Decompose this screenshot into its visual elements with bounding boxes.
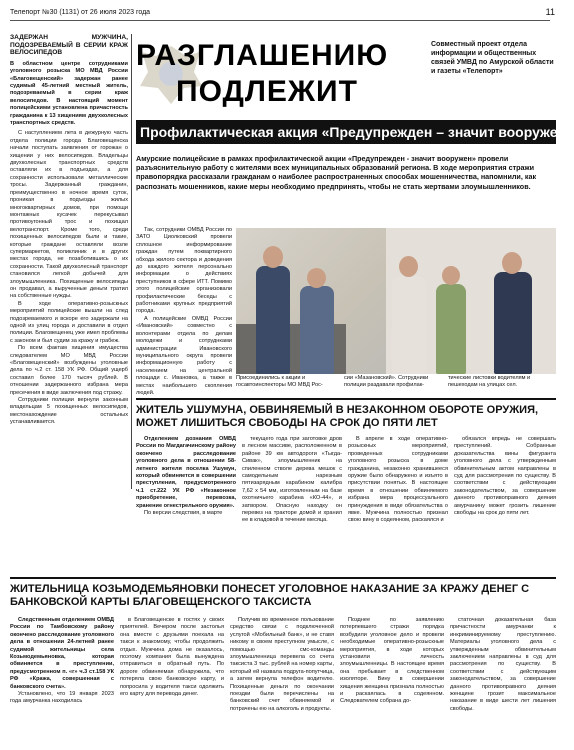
left-article-paragraph: Сотрудники полиции вернули законным владельцам 5 похищенных велосипедов, местонахождение остальных устанавливается. bbox=[10, 397, 128, 426]
article-title: ЖИТЕЛЬ УШУМУНА, ОБВИНЯЕМЫЙ В НЕЗАКОННОМ ОБОРОТЕ ОРУЖИЯ, МОЖЕТ ЛИШИТЬСЯ СВОБОДЫ НА СРОК ДО ПЯТИ ЛЕТ bbox=[136, 404, 539, 429]
article-column bbox=[348, 436, 448, 556]
column-divider bbox=[131, 34, 132, 489]
article-column bbox=[136, 436, 236, 556]
article-column bbox=[454, 436, 556, 556]
issue-info: Телепорт №30 (1131) от 26 июля 2023 года bbox=[10, 9, 151, 16]
article-paragraph: текущего года при заготовке дров в лесном массиве, расположенном в районе 39 км автодороги «Тыгда-Сивак», злоумышленник на спиленном стволе дерева мешок с самодельным нарезным пятизарядным карабином калибра 7,62 х 54 мм, изготовленным на базе охотничьего карабина «КО-44», и затвором. Опасную находку он перевез на тракторе домой и хранил ее в кладовой в течение месяца. bbox=[242, 436, 342, 524]
left-article-paragraph: С наступлением лета в дежурную часть отдела полиции города Благовещенска начали поступать заявления от горожан о хищении у них велосипедов. Владельцы двухколесных транспортных средств оставляли их в подъездах, а для сохранности использовали металлические тросы. Задержанный гражданин, преимущественно в ночное время суток, проникая в подъезды жилых многоквартирных домов, при помощи монтажных кусачек перекусывал противоугонный трос и похищал велотранспорт. Кроме того, среди похищенных велосипедов были и такие, которые граждане оставляли возле супермаркетов, поликлиник и в других местах города, не позаботившись о их сохранности. Такой двухколесный транспорт становился легкой добычей для злоумышленника. Похищенные велосипеды он продавал, а вырученные деньги тратил на собственные нужды. bbox=[10, 130, 128, 300]
photo-person-officer bbox=[494, 272, 532, 374]
headline-banner: Профилактическая акция «Предупрежден – значит вооружен» bbox=[136, 120, 556, 144]
photo-caption-part: Присоединились к акции и госавтоинспекторы МО МВД Рос- bbox=[236, 375, 323, 388]
page-header bbox=[10, 7, 555, 21]
article-title: ЖИТЕЛЬНИЦА КОЗЬМОДЕМЬЯНОВКИ ПОНЕСЕТ УГОЛОВНОЕ НАКАЗАНИЕ ЗА КРАЖУ ДЕНЕГ С БАНКОВСКОЙ КАРТЫ БЛАГОВЕЩЕНСКОГО ТАКСИСТА bbox=[10, 583, 530, 608]
article-column bbox=[10, 617, 114, 750]
photo-person-seated bbox=[300, 286, 334, 374]
left-article-lead: В областном центре сотрудниками уголовного розыска МО МВД России «Благовещенский» задержан ранее судимый 45-летний местный житель, подозреваемый в серии краж велосипедов. В настоящий момент полицейскими установлена причастность гражданина к 13 хищениям двухколесных транспортных средств. bbox=[10, 60, 128, 127]
article-column bbox=[230, 617, 334, 750]
campaign-photo bbox=[236, 228, 556, 374]
article-paragraph: Позднее по заявлению потерпевшего стражи порядка возбудили уголовное дело и провели необходимые оперативно-розыскные мероприятия, в ходе которых установили личность злоумышленницы. В настоящее время она пребывает в следственном изоляторе. Вину в совершении хищения женщина признала полностью и раскаялась в содеянном. Следователем собрана до- bbox=[340, 617, 444, 705]
photo-person-head bbox=[263, 246, 283, 268]
left-article-title: ЗАДЕРЖАН МУЖЧИНА, ПОДОЗРЕВАЕМЫЙ В СЕРИИ КРАЖ ВЕЛОСИПЕДОВ bbox=[10, 34, 128, 57]
page-number: 11 bbox=[545, 7, 555, 17]
left-article-paragraph: По всем фактам хищения имущества следователем МО МВД России «Благовещенский» возбуждены уголовные дела по ч.2 ст. 158 УК РФ. Общий ущерб составил более 170 тысяч рублей. В отношении задержанного избрана мера пресечения в виде заключения под стражу. bbox=[10, 345, 128, 396]
photo-caption-part: тические листовки водителям и пешеходам на улицах сел. bbox=[448, 375, 531, 388]
photo-person-officer bbox=[256, 266, 290, 374]
article-paragraph: статочная доказательная база причастности амурчанки к инкриминируемому преступлению. Материалы уголовного дела с утвержденным обвинительным заключением направлены в суд для рассмотрения по существу. В соответствии с действующим законодательством, за совершение данного противоправного деяния женщине грозит максимальное наказание в виде шести лет лишения свободы. bbox=[450, 617, 556, 712]
photo-person-head bbox=[502, 252, 522, 274]
article-paragraph: По версии следствия, в марте bbox=[144, 510, 223, 517]
section-rule bbox=[136, 398, 556, 400]
campaign-article bbox=[136, 227, 232, 396]
left-article bbox=[10, 34, 128, 534]
photo-person-woman bbox=[436, 284, 466, 374]
photo-person-woman bbox=[392, 276, 426, 374]
photo-caption-part: сии «Мазановский». Сотрудники полиции раздавали профилак- bbox=[344, 375, 429, 388]
article-paragraph: Установлено, что 19 января 2023 года амурчанка находилась bbox=[10, 691, 114, 705]
article-lead: Следственным отделением ОМВД России по Тамбовскому району окончено расследование уголовного дела в отношении 24-летней ранее судимой жительницы села Козьмодемьяновка, которая обвиняется в преступлении, предусмотренном п. «г» ч.3 ст.158 УК РФ «Кража, совершенная с банковского счета». bbox=[10, 617, 114, 690]
left-article-paragraph: В ходе оперативно-розыскных мероприятий полицейские вышли на след подозреваемого и вскоре его задержали на одной из улиц города и доставили в отдел полиции. Благовещенец уже имел проблемы с законом и был судим за кражу и грабеж. bbox=[10, 300, 128, 344]
article-paragraph: Получив во временное пользование средство связи с подключенной услугой «Мобильный банк», и не ставя никому в своем преступном умысле, с помощью смс-команды злоумышленница перевела со счета таксиста 3 тыс. рублей на номер карты, который ей назвала подруга-попутчица, а затем вернула телефон водителю. Похищенные деньги по окончании поездки были перечислены на банковский счет обвиняемой и потрачены ею на алкоголь и продукты. bbox=[230, 617, 334, 712]
article-lead: Отделением дознания ОМВД России по Магдагачинскому району окончено расследование уголовного дела в отношении 58-летнего жителя поселка Ушумун, который обвиняется в совершении преступления, предусмотренного ч.1 ст.222 УК РФ «Незаконное приобретение, перевозка, хранение огнестрельного оружия». bbox=[136, 436, 236, 509]
photo-person-head bbox=[399, 256, 418, 277]
campaign-paragraph: Так, сотрудники ОМВД России по ЗАТО Циолковский провели сплошное информирование граждан путем поквартирного обхода жилого сектора и доведения до каждого жителя персонально информации о действиях преступников в сфере ИТТ. Помимо этого полицейские организовали профилактические беседы с работниками крупных предприятий города. bbox=[136, 227, 232, 315]
photo-caption bbox=[236, 375, 556, 391]
article-column bbox=[340, 617, 444, 750]
article-column bbox=[242, 436, 342, 556]
intro-paragraph: Амурские полицейские в рамках профилактической акции «Предупрежден - значит вооружен» провели разъяснительную работу с жителями всех муниципальных образований региона. В ходе мероприятия стражи правопорядка рассказали гражданам о наиболее распространенных способах мошенничества, напомнили, как распознать мошенников, какие меры необходимо предпринять, чтобы не стать жертвами злоумышленников. bbox=[136, 154, 537, 191]
rubric-line-2: ПОДЛЕЖИТ bbox=[176, 75, 358, 108]
article-paragraph: В апреле в ходе оперативно-розыскных мероприятий, проведенных сотрудниками уголовного розыска в доме гражданина, незаконно хранившееся оружие было обнаружено и изъято в присутствии понятых. В настоящее время в отношении обвиняемого избрана мера процессуального принуждения в виде обязательства о явке. Мужчина полностью признал свою вину в содеянном, раскаялся и bbox=[348, 436, 448, 524]
article-paragraph: обязался впредь не совершать преступлений. Собранные доказательства вины фигуранта уголовного дела с утвержденным обвинительным актом направлены в суд для рассмотрения по существу. В соответствии с действующим законодательством, за совершение данного противоправного деяния амурчанину может грозить лишение свободы на срок до пяти лет. bbox=[454, 436, 556, 517]
article-column bbox=[450, 617, 556, 750]
article-paragraph: в Благовещенске в гостях у своих приятелей. Вечером после застолья она вместе с друзьями поехала на такси к знакомому, чтобы продолжить отдых. Мужчина дома не оказалось, поэтому компания была вынуждена отправиться в обратный путь. По дороге обвиняемая обнаружила, что потеряла свою банковскую карту, и попросила у водителя такси одолжить его карту для перевода денег. bbox=[120, 617, 224, 698]
rubric-block bbox=[136, 32, 426, 112]
photo-person-head bbox=[442, 266, 460, 285]
photo-person-head bbox=[307, 268, 326, 288]
article-column bbox=[120, 617, 224, 750]
campaign-paragraph: А полицейские ОМВД России «Ивановский» совместно с волонтерами отдела по делам молодежи и сотруднками администрации Ивановского муниципального округа провели информационную работу с населением на центральной площади с. Ивановка, а также в местах наибольшего скопления людей. bbox=[136, 315, 232, 396]
rubric-line-1: РАЗГЛАШЕНИЮ bbox=[136, 39, 389, 72]
section-rule bbox=[10, 577, 556, 579]
rubric-note: Совместный проект отдела информации и общественных связей УМВД по Амурской области и газеты «Телепорт» bbox=[431, 41, 554, 75]
